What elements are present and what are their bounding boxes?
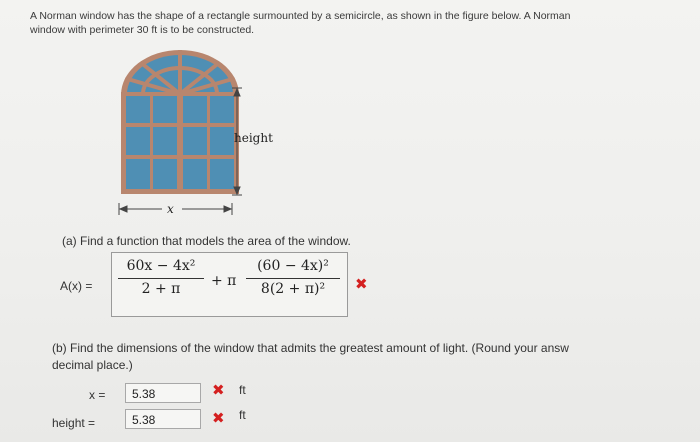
height-unit: ft xyxy=(239,408,246,422)
problem-text-line1: A Norman window has the shape of a rectangle surmounted by a semicircle, as shown in the figure below. A Norman xyxy=(30,10,571,22)
incorrect-icon: ✖ xyxy=(355,275,368,293)
height-label: height xyxy=(234,131,273,145)
width-arrow xyxy=(119,203,232,215)
part-b-prompt-line1: (b) Find the dimensions of the window that admits the greatest amount of light. (Round your answ xyxy=(52,341,569,355)
x-unit: ft xyxy=(239,383,246,397)
height-field-label: height = xyxy=(52,416,96,430)
x-field-label: x = xyxy=(89,388,106,402)
fraction-bar xyxy=(118,278,204,279)
x-answer-input[interactable]: 5.38 xyxy=(125,383,201,403)
term2-numerator: (60 − 4x)² xyxy=(257,258,329,274)
height-answer-input[interactable]: 5.38 xyxy=(125,409,201,429)
term1-denominator: 2 + π xyxy=(141,281,181,297)
x-label: x xyxy=(167,202,174,216)
term2-denominator: 8(2 + π)² xyxy=(260,281,326,297)
term2-fraction xyxy=(246,258,340,298)
problem-statement xyxy=(30,9,695,37)
problem-text-line2: window with perimeter 30 ft is to be constructed. xyxy=(30,24,255,36)
part-b-prompt xyxy=(52,340,697,374)
plus-pi: + π xyxy=(211,273,237,289)
area-function-label: A(x) = xyxy=(60,279,93,293)
term1-fraction xyxy=(118,258,204,298)
incorrect-icon: ✖ xyxy=(212,381,225,399)
term1-numerator: 60x − 4x² xyxy=(126,258,196,274)
incorrect-icon: ✖ xyxy=(212,409,225,427)
fraction-bar xyxy=(246,278,340,279)
part-b-prompt-line2: decimal place.) xyxy=(52,358,133,372)
part-a-prompt: (a) Find a function that models the area of the window. xyxy=(62,234,351,248)
